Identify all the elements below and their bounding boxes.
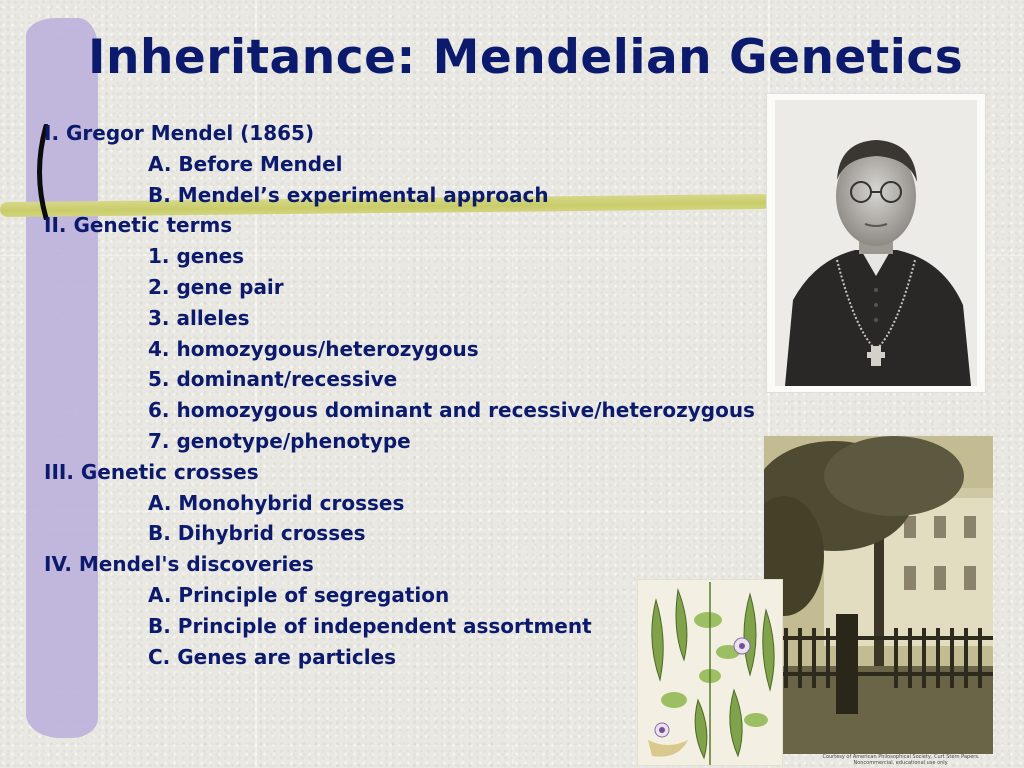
outline-item: I. Gregor Mendel (1865) [44, 121, 315, 145]
mendel-portrait-image [767, 94, 985, 392]
outline-item: III. Genetic crosses [44, 459, 259, 484]
outline-item: 3. alleles [148, 305, 250, 330]
outline-item: 1. genes [148, 244, 245, 269]
outline-item: A. Monohybrid crosses [148, 490, 405, 515]
pea-plant-illustration-image [638, 580, 782, 765]
outline-item: 7. genotype/phenotype [148, 428, 411, 453]
pea-illustration [638, 580, 782, 765]
outline-item: B. Mendel’s experimental approach [148, 182, 549, 207]
monastery-photo-image [764, 436, 993, 754]
caption-line: Courtesy of American Philosophical Society, Curt Stern Papers. [822, 754, 980, 760]
outline-item: 6. homozygous dominant and recessive/heterozygous [148, 398, 755, 423]
caption-line: Noncommercial, educational use only. [853, 760, 949, 766]
outline-item: 4. homozygous/heterozygous [148, 336, 479, 361]
photo-caption [806, 754, 996, 766]
monastery-illustration [764, 436, 993, 754]
outline-item: 5. dominant/recessive [148, 367, 398, 392]
outline-item: II. Genetic terms [44, 213, 233, 238]
portrait-illustration [775, 100, 977, 386]
slide-title: Inheritance: Mendelian Genetics [88, 30, 964, 85]
outline-item: C. Genes are particles [148, 644, 397, 669]
outline-item: B. Dihybrid crosses [148, 521, 366, 546]
outline-item: B. Principle of independent assortment [148, 613, 592, 638]
outline-item: IV. Mendel's discoveries [44, 552, 314, 577]
outline-item: A. Principle of segregation [148, 582, 450, 607]
outline-item: 2. gene pair [148, 274, 284, 299]
outline-item: A. Before Mendel [148, 151, 343, 176]
